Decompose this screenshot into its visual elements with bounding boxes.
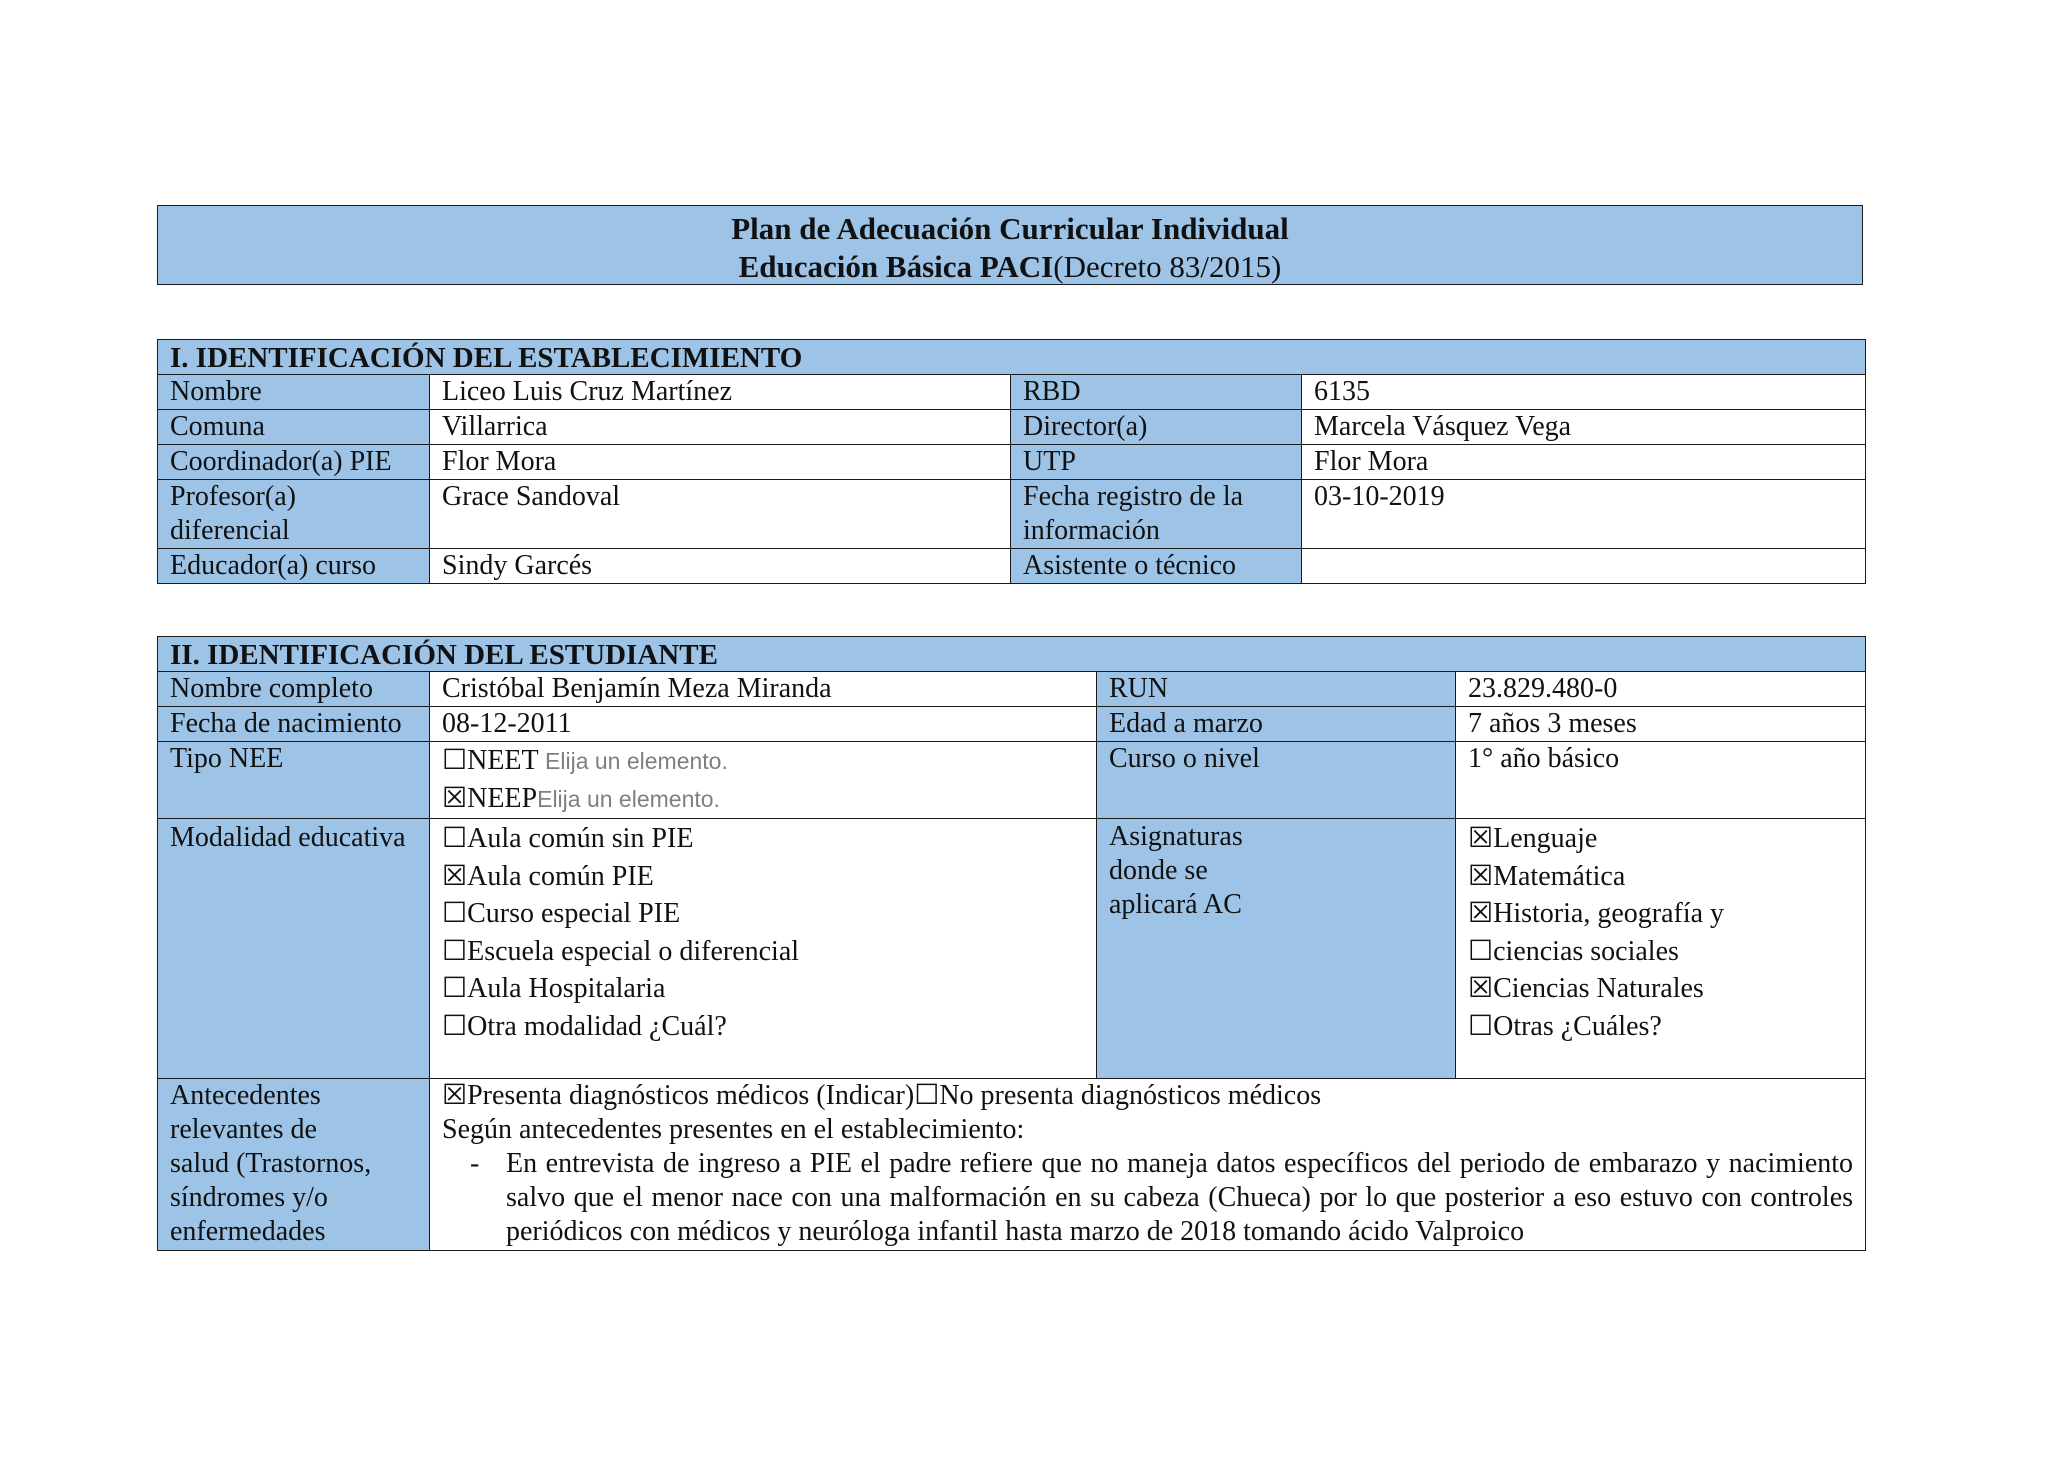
subject-checkbox[interactable]: ☐	[1468, 1010, 1494, 1042]
subject-checkbox[interactable]: ☐	[1468, 935, 1494, 967]
educator-label: Educador(a) curso	[158, 549, 430, 584]
educator-value: Sindy Garcés	[430, 549, 1011, 584]
neep-checkbox[interactable]: ☒	[442, 783, 468, 814]
full-name-value: Cristóbal Benjamín Meza Miranda	[430, 672, 1097, 707]
diagnosis-options	[442, 1079, 1853, 1113]
teacher-label: Profesor(a) diferencial	[158, 480, 430, 549]
modality-option-label: Otra modalidad ¿Cuál?	[467, 1010, 727, 1042]
full-name-label: Nombre completo	[158, 672, 430, 707]
school-name-label: Nombre	[158, 375, 430, 410]
section-1-heading: I. IDENTIFICACIÓN DEL ESTABLECIMIENTO	[158, 340, 1866, 375]
subjects-options	[1456, 819, 1866, 1079]
age-label: Edad a marzo	[1097, 707, 1456, 742]
subjects-label: Asignaturas donde se aplicará AC	[1097, 819, 1456, 1079]
health-history-value	[430, 1079, 1866, 1251]
director-label: Director(a)	[1011, 410, 1302, 445]
run-label: RUN	[1097, 672, 1456, 707]
diagnosis-yes-checkbox[interactable]: ☒	[442, 1080, 468, 1111]
modality-option[interactable]	[442, 820, 1084, 858]
neep-dropdown[interactable]: Elija un elemento.	[537, 786, 720, 812]
health-history-label: Antecedentes relevantes de salud (Trastornos, síndromes y/o enfermedades	[158, 1079, 430, 1251]
subject-option-label: Lenguaje	[1493, 823, 1598, 854]
rbd-value: 6135	[1302, 375, 1866, 410]
modality-checkbox[interactable]: ☒	[442, 860, 468, 892]
run-value: 23.829.480-0	[1456, 672, 1866, 707]
comuna-label: Comuna	[158, 410, 430, 445]
teacher-value: Grace Sandoval	[430, 480, 1011, 549]
subject-option-label: ciencias sociales	[1493, 935, 1679, 967]
subject-option-label: Otras ¿Cuáles?	[1493, 1010, 1662, 1042]
modality-checkbox[interactable]: ☐	[442, 898, 468, 929]
decree-reference: (Decreto 83/2015)	[1053, 249, 1282, 284]
birth-date-label: Fecha de nacimiento	[158, 707, 430, 742]
neet-option[interactable]: ☐NEET Elija un elemento.	[442, 745, 728, 776]
modality-option[interactable]	[442, 895, 1084, 933]
subject-option[interactable]	[1468, 895, 1853, 933]
modality-option[interactable]	[442, 970, 1084, 1008]
neet-dropdown[interactable]: Elija un elemento.	[538, 748, 728, 774]
coordinator-value: Flor Mora	[430, 445, 1011, 480]
document-subtitle: Educación Básica PACI	[738, 249, 1054, 284]
modality-checkbox[interactable]: ☐	[442, 823, 468, 854]
modality-option-label: Aula Hospitalaria	[467, 973, 666, 1004]
subject-option-label: Matemática	[1493, 860, 1626, 892]
student-table	[157, 636, 1866, 1251]
document-title-box	[157, 205, 1863, 285]
course-label: Curso o nivel	[1097, 742, 1456, 819]
modality-option-label: Aula común PIE	[467, 860, 654, 892]
neet-checkbox[interactable]: ☐	[442, 745, 468, 776]
establishment-table	[157, 339, 1866, 584]
subject-option[interactable]	[1468, 1008, 1853, 1046]
document-title: Plan de Adecuación Curricular Individual	[731, 211, 1289, 246]
modality-checkbox[interactable]: ☐	[442, 935, 468, 967]
diagnosis-yes-label: Presenta diagnósticos médicos (Indicar)	[467, 1080, 915, 1111]
subject-option-label: Historia, geografía y	[1493, 898, 1725, 929]
subject-option-label: Ciencias Naturales	[1493, 973, 1704, 1004]
subject-option[interactable]	[1468, 970, 1853, 1008]
registration-date-label: Fecha registro de la información	[1011, 480, 1302, 549]
subject-option[interactable]	[1468, 820, 1853, 858]
modality-option-label: Curso especial PIE	[467, 898, 681, 929]
diagnosis-no-label: No presenta diagnósticos médicos	[939, 1080, 1322, 1111]
subject-checkbox[interactable]: ☒	[1468, 898, 1494, 929]
modality-checkbox[interactable]: ☐	[442, 1010, 468, 1042]
health-history-intro: Según antecedentes presentes en el establecimiento:	[442, 1114, 1025, 1145]
subject-checkbox[interactable]: ☒	[1468, 860, 1494, 892]
modality-option-label: Aula común sin PIE	[467, 823, 694, 854]
subject-option[interactable]	[1468, 858, 1853, 896]
neep-option[interactable]: ☒NEEPElija un elemento.	[442, 783, 720, 814]
assistant-label: Asistente o técnico	[1011, 549, 1302, 584]
utp-value: Flor Mora	[1302, 445, 1866, 480]
rbd-label: RBD	[1011, 375, 1302, 410]
subject-checkbox[interactable]: ☒	[1468, 973, 1494, 1004]
coordinator-label: Coordinador(a) PIE	[158, 445, 430, 480]
school-name-value: Liceo Luis Cruz Martínez	[430, 375, 1011, 410]
age-value: 7 años 3 meses	[1456, 707, 1866, 742]
assistant-value[interactable]	[1302, 549, 1866, 584]
registration-date-value: 03-10-2019	[1302, 480, 1866, 549]
modality-checkbox[interactable]: ☐	[442, 973, 468, 1004]
birth-date-value: 08-12-2011	[430, 707, 1097, 742]
modality-options	[430, 819, 1097, 1079]
section-2-heading: II. IDENTIFICACIÓN DEL ESTUDIANTE	[158, 637, 1866, 672]
subject-option[interactable]	[1468, 933, 1853, 971]
nee-type-label: Tipo NEE	[158, 742, 430, 819]
nee-type-options	[430, 742, 1097, 819]
modality-option-label: Escuela especial o diferencial	[467, 935, 800, 967]
modality-option[interactable]	[442, 858, 1084, 896]
course-value: 1° año básico	[1456, 742, 1866, 819]
comuna-value: Villarrica	[430, 410, 1011, 445]
modality-option[interactable]	[442, 933, 1084, 971]
health-history-bullet: - En entrevista de ingreso a PIE el padre refiere que no maneja datos específicos del periodo de embarazo y nacimiento salvo que el menor nace con una malformación en su cabeza (Chueca) por lo que posterior a eso estuvo con controles periódicos con médicos y neuróloga infantil hasta marzo de 2018 tomando ácido Valproico	[470, 1148, 1854, 1247]
modality-option[interactable]	[442, 1008, 1084, 1046]
modality-label: Modalidad educativa	[158, 819, 430, 1079]
diagnosis-no-checkbox[interactable]: ☐	[914, 1080, 940, 1111]
utp-label: UTP	[1011, 445, 1302, 480]
director-value: Marcela Vásquez Vega	[1302, 410, 1866, 445]
subject-checkbox[interactable]: ☒	[1468, 823, 1494, 854]
health-history-text: En entrevista de ingreso a PIE el padre refiere que no maneja datos específicos del periodo de embarazo y nacimiento salvo que el menor nace con una malformación en su cabeza (Chueca) por lo que posterior a eso estuvo con controles periódicos con médicos y neuróloga infantil hasta marzo de 2018 tomando ácido Valproico	[506, 1148, 1854, 1247]
